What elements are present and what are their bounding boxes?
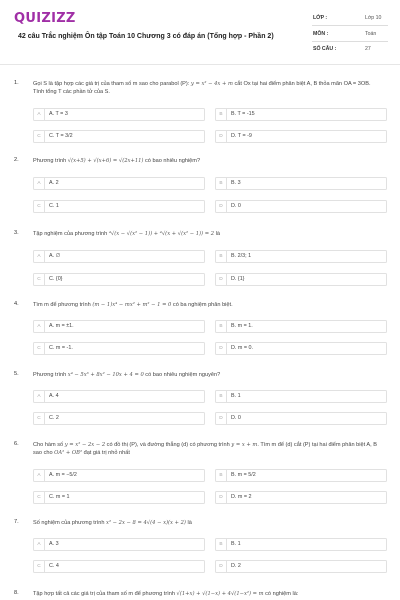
option-b[interactable] [215,320,387,333]
page-header [0,0,400,64]
option-text: D. 2 [231,563,241,569]
quizizz-logo: QUIZIZZ [14,11,76,26]
option-d[interactable] [215,491,387,504]
question-text [33,230,381,238]
option-b[interactable] [215,469,387,482]
option-letter: D [216,131,227,142]
option-letter: C [34,492,45,503]
option-text: A. 2 [49,180,59,186]
text-part: Gọi S là tập hợp các giá trị của tham số m sao cho parabol (P): [33,81,191,87]
text-part: có nghiệm là: [263,591,299,597]
option-text: C. m = -1. [49,345,73,351]
option-d[interactable] [215,560,387,573]
option-a[interactable] [33,390,205,403]
text-part: Tìm m để phương trình [33,302,93,308]
option-letter: A [34,251,45,262]
text-part: Phương trình [33,372,68,378]
option-letter: A [34,391,45,402]
option-d[interactable] [215,130,387,143]
option-d[interactable] [215,273,387,286]
question-text [33,80,381,96]
option-text: B. m = 5/2 [231,472,256,478]
math-expression: ⁴√(x − √(x² − 1)) + ⁴√(x + √(x² − 1)) = 2 [108,231,215,237]
option-a[interactable] [33,538,205,551]
option-text: D. m = 0. [231,345,254,351]
question-number: 1. [14,80,19,86]
option-d[interactable] [215,200,387,213]
option-letter: D [216,413,227,424]
text-part: Phương trình [33,158,68,164]
option-letter: C [34,274,45,285]
question-text [33,301,381,309]
question-number: 5. [14,371,19,377]
option-letter: B [216,178,227,189]
option-a[interactable] [33,177,205,190]
text-part: đạt giá trị nhỏ nhất [82,450,130,457]
option-letter: A [34,178,45,189]
math-expression: y = x² − 4x + m [190,81,233,87]
option-letter: C [34,561,45,572]
option-letter: D [216,492,227,503]
option-c[interactable] [33,200,205,213]
math-expression: y = x² − 2x − 2 [64,442,106,448]
option-text: A. m = −5/2 [49,472,77,478]
question-number: 7. [14,519,19,525]
option-letter: B [216,109,227,120]
option-c[interactable] [33,273,205,286]
meta-subject-value: Toán [365,31,377,37]
option-letter: D [216,274,227,285]
meta-class-label: LỚP : [313,15,328,21]
option-text: C. m = 1 [49,494,70,500]
option-c[interactable] [33,130,205,143]
meta-count-value: 27 [365,46,371,52]
option-a[interactable] [33,469,205,482]
option-letter: D [216,343,227,354]
option-d[interactable] [215,342,387,355]
text-part: có ba nghiệm phân biệt. [171,302,233,308]
text-part: có đồ thị (P), và đường thẳng (d) có phương trình [105,442,232,448]
option-a[interactable] [33,108,205,121]
option-letter: A [34,470,45,481]
option-text: C. {0} [49,276,63,282]
question-text [33,590,381,598]
option-letter: C [34,131,45,142]
meta-count-label: SỐ CÂU : [313,46,337,52]
option-letter: C [34,343,45,354]
option-text: C. 2 [49,415,59,421]
meta-divider [312,41,388,42]
option-b[interactable] [215,538,387,551]
option-c[interactable] [33,560,205,573]
option-letter: A [34,109,45,120]
meta-subject-label: MÔN : [313,31,329,37]
option-b[interactable] [215,108,387,121]
text-part: Tập nghiệm của phương trình [33,231,109,237]
option-text: B. 2/3; 1 [231,253,252,259]
option-c[interactable] [33,342,205,355]
question-text [33,441,381,457]
option-a[interactable] [33,250,205,263]
option-text: C. 4 [49,563,59,569]
math-expression: √(1+x) + √(1−x) + 4√(1−x²) = m [176,591,264,597]
option-text: A. T = 3 [49,111,68,117]
option-letter: A [34,539,45,550]
option-b[interactable] [215,390,387,403]
option-text: B. T = -15 [231,111,255,117]
option-letter: C [34,413,45,424]
question-number: 6. [14,441,19,447]
text-part: có bao nhiêu nghiệm? [143,158,201,164]
option-d[interactable] [215,412,387,425]
text-part: là [214,231,220,237]
option-text: B. 1 [231,393,241,399]
option-text: D. m = 2 [231,494,252,500]
option-text: D. T = -9 [231,133,252,139]
header-divider [0,64,400,65]
math-expression: √(x+5) + √(x+6) = √(2x+11) [67,158,144,164]
text-part: cắt Ox tại hai điểm phân biệt A, B thỏa mãn OA = 3OB. Tính tổng T các phần tử của S. [33,81,371,96]
option-text: A. 4 [49,393,59,399]
option-text: A. 3 [49,541,59,547]
option-letter: D [216,201,227,212]
question-number: 2. [14,157,19,163]
text-part: là [185,520,192,526]
option-letter: C [34,201,45,212]
option-c[interactable] [33,491,205,504]
option-text: C. 1 [49,203,59,209]
option-letter: B [216,251,227,262]
question-number: 8. [14,590,19,596]
option-text: C. T = 3/2 [49,133,73,139]
text-part: Tập hợp tất cả các giá trị của tham số m để phương trình [33,591,177,597]
option-text: B. 1 [231,541,241,547]
meta-class-value: Lớp 10 [365,15,382,21]
option-text: B. 3 [231,180,241,186]
option-text: D. 0 [231,415,241,421]
question-text [33,371,381,379]
question-number: 4. [14,301,19,307]
text-part: Số nghiệm của phương trình [33,520,107,526]
option-letter: B [216,391,227,402]
math-expression: OA² + OB² [54,450,83,457]
text-part: Cho hàm số [33,442,65,448]
option-text: A. ∅ [49,253,61,259]
option-letter: D [216,561,227,572]
math-expression: (m − 1)x⁴ − mx² + m² − 1 = 0 [92,302,172,308]
option-c[interactable] [33,412,205,425]
text-part: có bao nhiêu nghiệm nguyên? [143,372,221,378]
option-letter: B [216,470,227,481]
text-part: . Tìm m để (d) cắt (P) tại hai điểm phân biệt A, B sao cho [33,442,377,457]
question-text [33,157,381,165]
math-expression: y = x + m [231,442,258,448]
math-expression: x⁴ − 5x³ + 8x² − 10x + 4 = 0 [67,372,144,378]
option-a[interactable] [33,320,205,333]
option-b[interactable] [215,177,387,190]
option-text: B. m = 1. [231,323,253,329]
option-b[interactable] [215,250,387,263]
option-letter: B [216,539,227,550]
meta-divider [312,25,388,26]
question-number: 3. [14,230,19,236]
option-text: D. 0 [231,203,241,209]
option-letter: A [34,321,45,332]
math-expression: x² − 2x − 8 = 4√(4 − x)(x + 2) [106,520,186,526]
option-letter: B [216,321,227,332]
question-text [33,519,381,527]
document-title: 42 câu Trắc nghiệm Ôn tập Toán 10 Chương 3 có đáp án (Tổng hợp - Phần 2) [18,33,274,40]
option-text: D. {1} [231,276,245,282]
option-text: A. m = ±1. [49,323,74,329]
